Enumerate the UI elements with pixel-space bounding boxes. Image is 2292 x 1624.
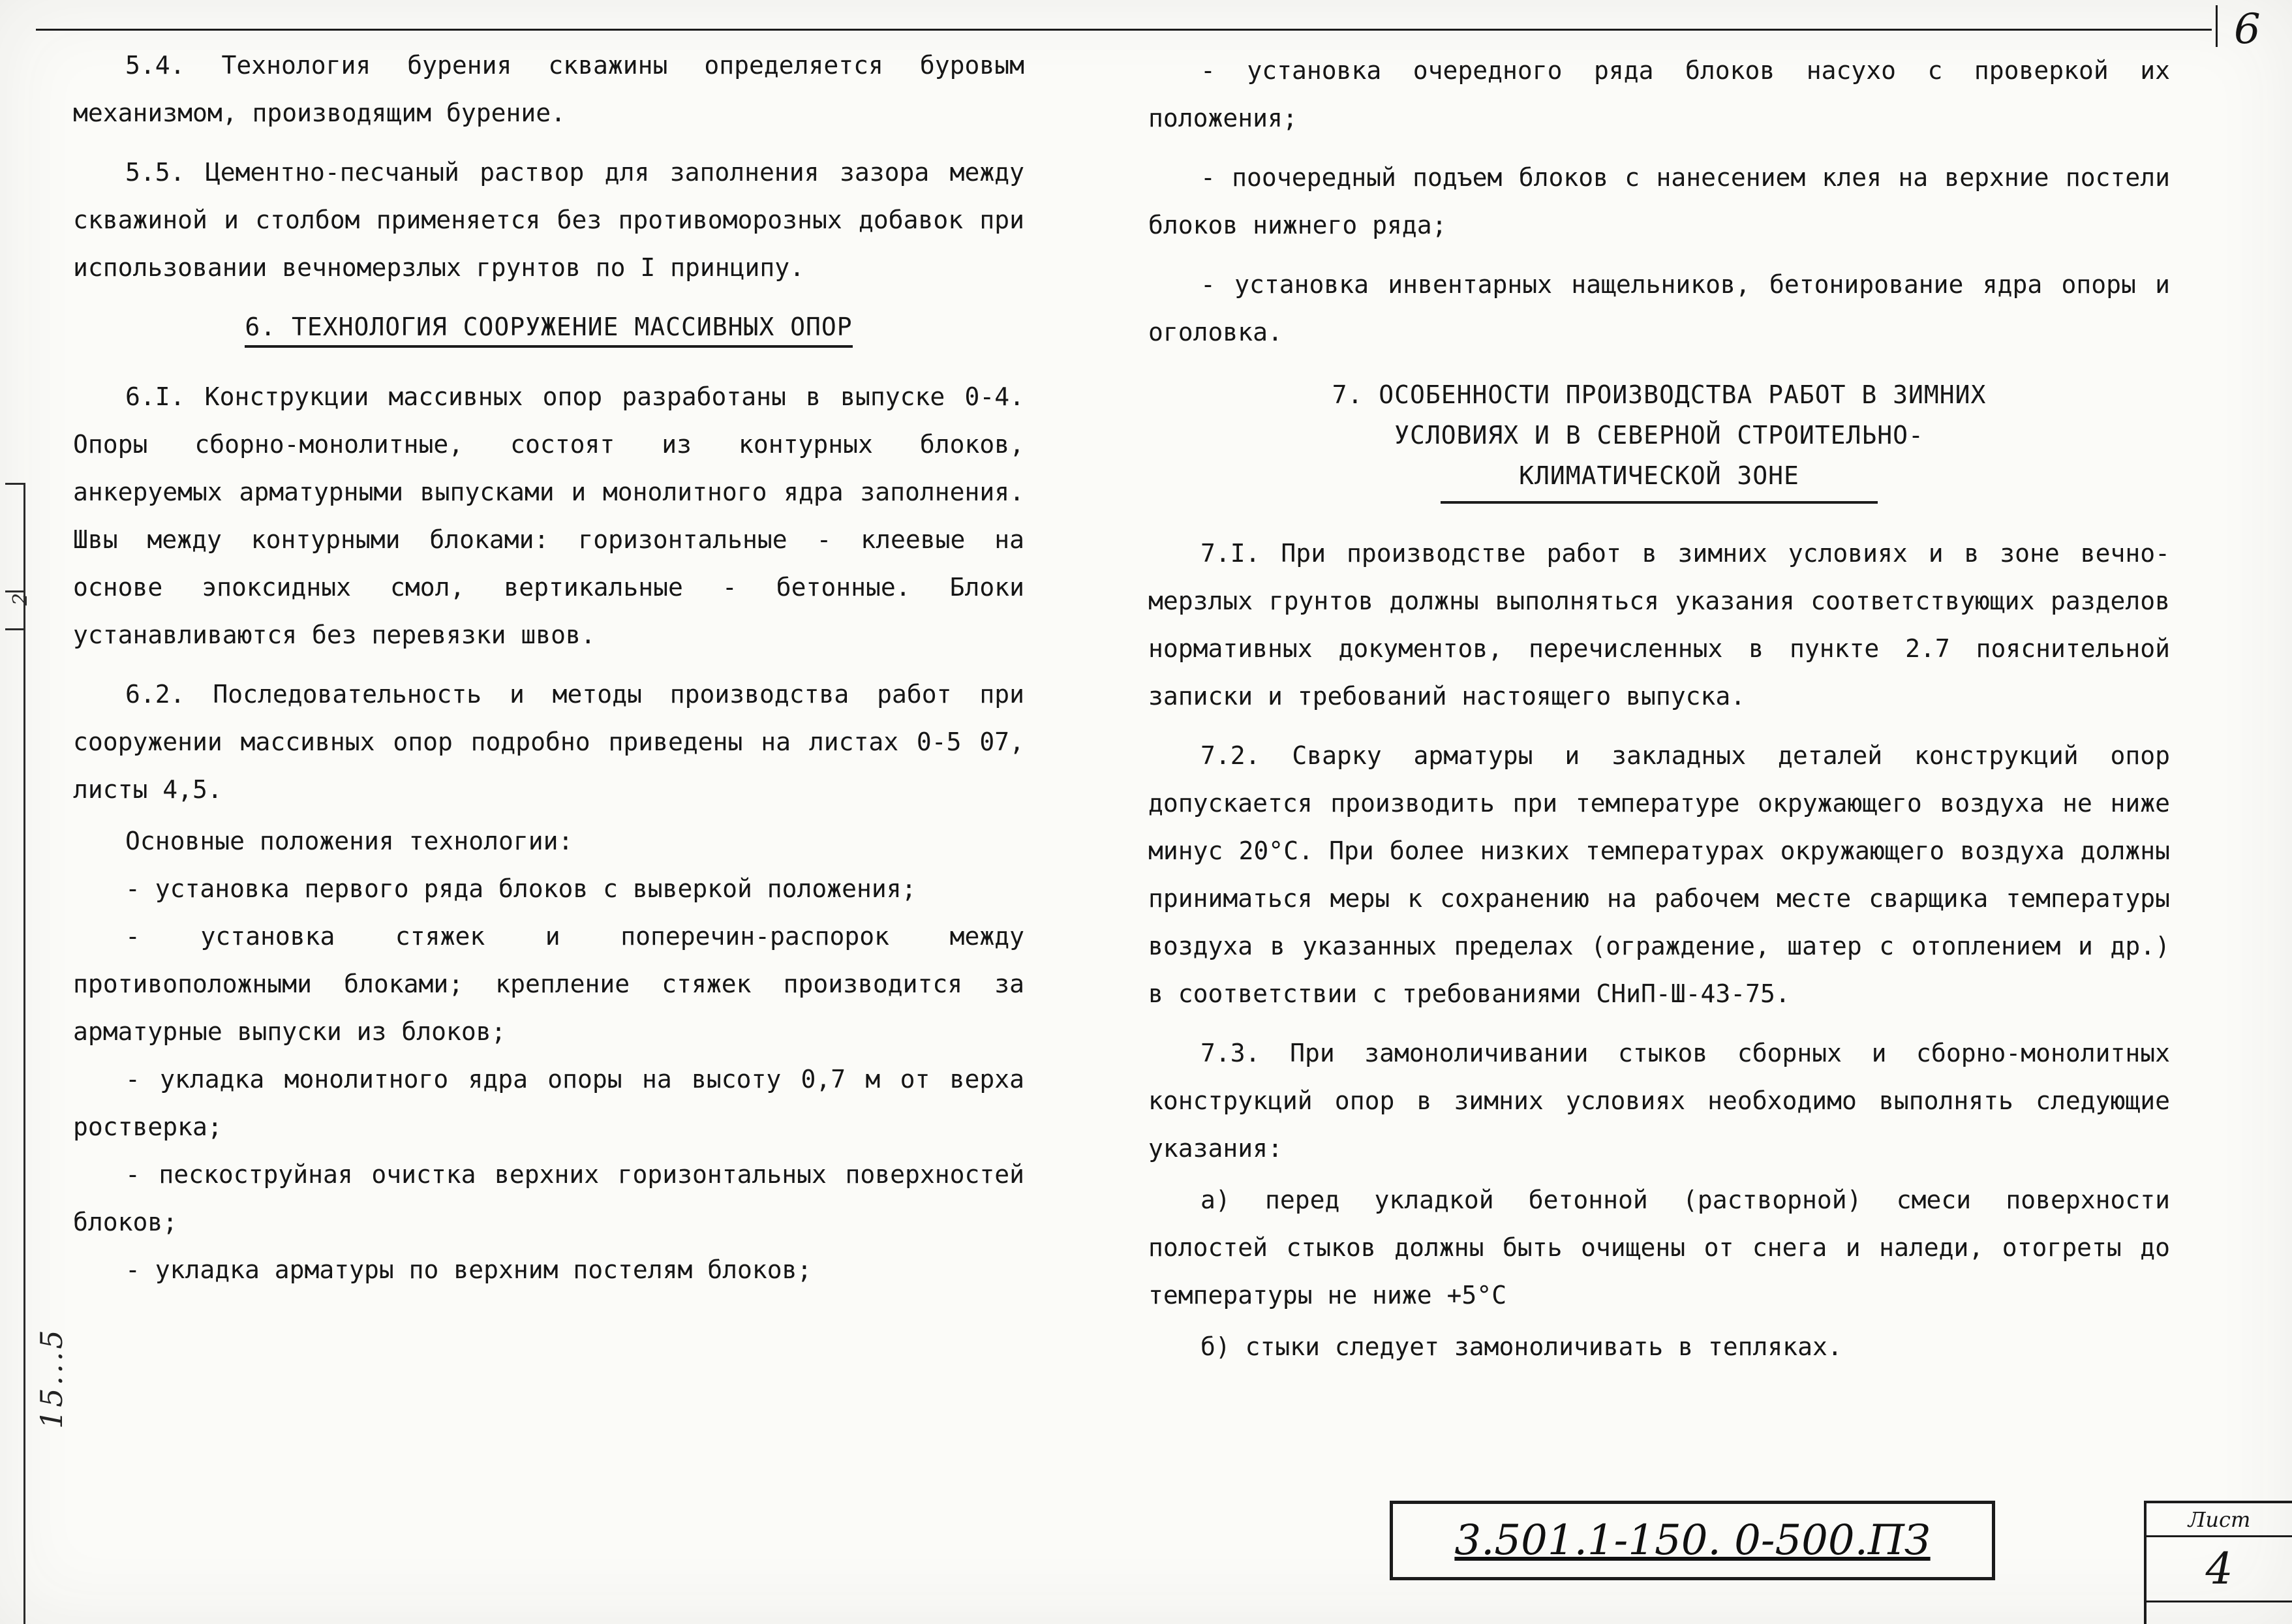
paragraph-6-2: 6.2. Последовательность и методы производства работ при сооружении массивных опор подробно приведены на листах 0-5 07, листы 4,5. (73, 680, 1024, 804)
document-code: 3.501.1-150. 0-500.ПЗ (1454, 1516, 1931, 1565)
list-item: - пескоструйная очистка верхних горизонтальных поверхностей блоков; (73, 1160, 1024, 1236)
paragraph-7-1: 7.I. При производстве работ в зимних условиях и в зоне вечно-мерзлых грунтов должны выполняться указания соответствующих разделов нормативных документов, перечисленных в пункте 2.7 пояснительной записки и требований настоящего выпуска. (1148, 539, 2170, 711)
margin-handwritten-note: 2 (9, 592, 32, 605)
list-item: - укладка арматуры по верхним постелям блоков; (125, 1255, 812, 1284)
sheet-number: 4 (2147, 1537, 2292, 1602)
document-code-stamp (1390, 1501, 1995, 1580)
section-heading-7 (1148, 375, 2170, 504)
margin-handwritten-note: 15...5 (34, 1327, 69, 1429)
left-text-column (73, 42, 1024, 1294)
section-heading-7-line3: КЛИМАТИЧЕСКОЙ ЗОНЕ (1441, 455, 1878, 504)
list-item: - установка инвентарных нащельников, бетонирование ядра опоры и оголовка. (1148, 270, 2170, 346)
paragraph-5-5: 5.5. Цементно-песчаный раствор для заполнения зазора между скважиной и столбом применяется без противоморозных добавок при использовании вечномерзлых грунтов по I принципу. (73, 158, 1024, 282)
left-margin-tick (5, 483, 25, 485)
page-number: 6 (2234, 5, 2261, 54)
sheet-label: Лист (2147, 1503, 2292, 1537)
list-item: - установка первого ряда блоков с выверкой положения; (125, 874, 917, 903)
right-text-column (1148, 47, 2170, 1383)
paragraph-tech-intro: Основные положения технологии: (125, 827, 573, 855)
list-item: - установка очередного ряда блоков насухо с проверкой их положения; (1148, 56, 2170, 132)
section-heading-6-text: 6. ТЕХНОЛОГИЯ СООРУЖЕНИЕ МАССИВНЫХ ОПОР (245, 313, 852, 348)
list-item: - поочередный подъем блоков с нанесением клея на верхние постели блоков нижнего ряда; (1148, 163, 2170, 239)
list-item: - установка стяжек и поперечин-распорок между противоположными блоками; крепление стяжек производится за арматурные выпуски из блоков; (73, 922, 1024, 1046)
section-heading-7-line2: УСЛОВИЯХ И В СЕВЕРНОЙ СТРОИТЕЛЬНО- (1394, 421, 1924, 450)
page-number-divider-line (2216, 5, 2218, 47)
list-item: - укладка монолитного ядра опоры на высоту 0,7 м от верха ростверка; (73, 1065, 1024, 1141)
left-margin-tick (5, 628, 25, 630)
paragraph-item-a: а) перед укладкой бетонной (растворной) смеси поверхности полостей стыков должны быть очищены от снега и наледи, отогреты до температуры не ниже +5°С (1148, 1186, 2170, 1310)
paragraph-item-b: б) стыки следует замоноличивать в тепляках. (1200, 1332, 1842, 1361)
top-rule-line (36, 29, 2212, 31)
paragraph-5-4: 5.4. Технология бурения скважины определяется буровым механизмом, производящим бурение. (73, 51, 1024, 127)
paragraph-7-2: 7.2. Сварку арматуры и закладных деталей конструкций опор допускается производить при температуре окружающего воздуха не ниже минус 20°С. При более низких температурах окружающего воздуха должны приниматься меры к сохранению на рабочем месте сварщика температуры воздуха в указанных пределах (ограждение, шатер с отоплением и др.) в соответствии с требованиями СНиП-Ш-43-75. (1148, 741, 2170, 1008)
section-heading-6 (73, 303, 1024, 351)
paragraph-6-1: 6.I. Конструкции массивных опор разработаны в выпуске 0-4. Опоры сборно-монолитные, состоят из контурных блоков, анкеруемых арматурными выпусками и монолитного ядра заполнения. Швы между контурными блоками: горизонтальные - клеевые на основе эпоксидных смол, вертикальные - бетонные. Блоки устанавливаются без перевязки швов. (73, 382, 1024, 649)
section-heading-7-line1: 7. ОСОБЕННОСТИ ПРОИЗВОДСТВА РАБОТ В ЗИМНИХ (1332, 380, 1987, 409)
left-margin-tick (5, 590, 25, 592)
paragraph-7-3: 7.3. При замоноличивании стыков сборных и сборно-монолитных конструкций опор в зимних условиях необходимо выполнять следующие указания: (1148, 1039, 2170, 1163)
sheet-number-box (2144, 1501, 2292, 1624)
left-margin-line (23, 483, 25, 1624)
